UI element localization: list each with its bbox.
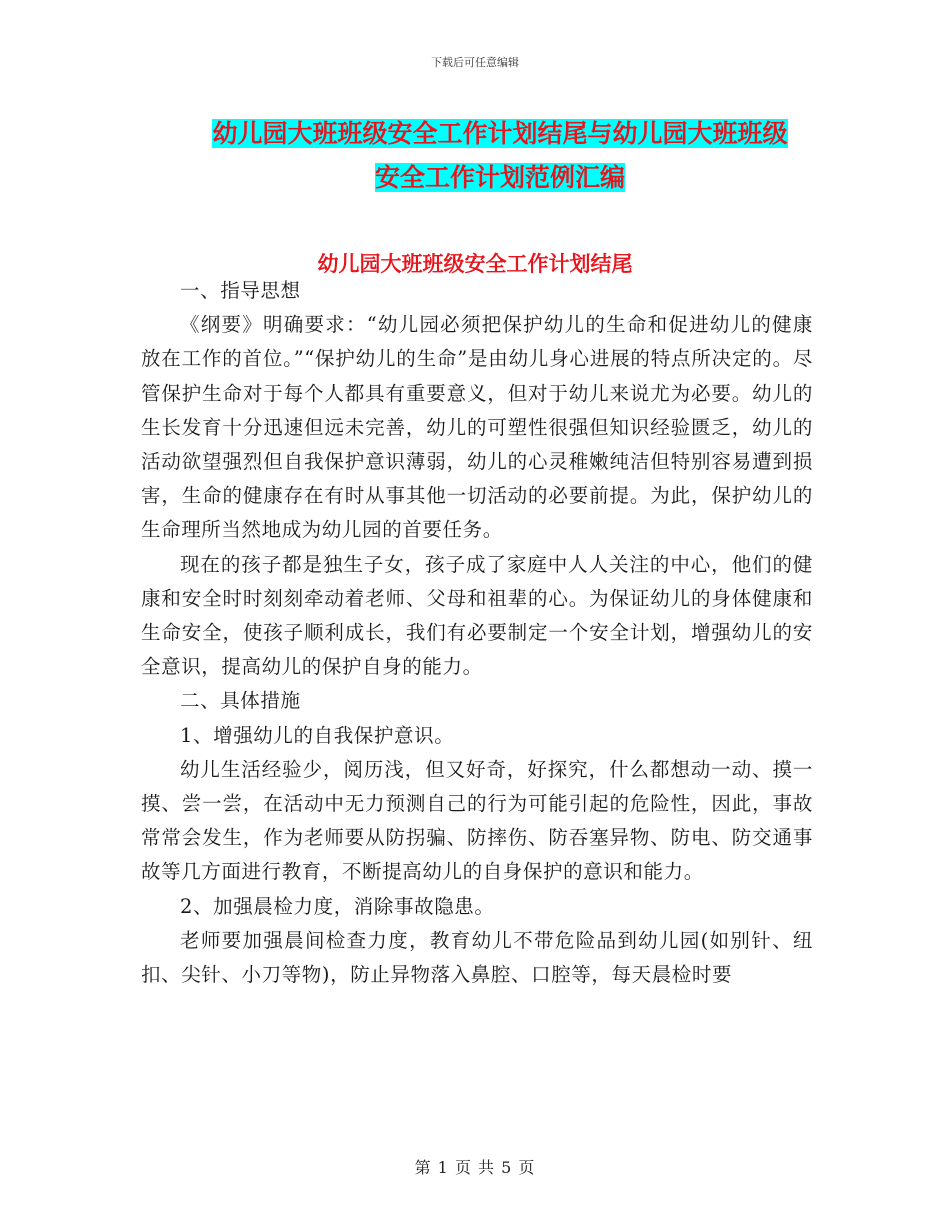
paragraph: 现在的孩子都是独生子女，孩子成了家庭中人人关注的中心，他们的健康和安全时时刻刻牵动着老师、父母和祖辈的心。为保证幼儿的身体健康和生命安全，使孩子顺利成长，我们有必要制定一个安全计划，增强幼儿的安全意识，提高幼儿的保护自身的能力。: [141, 552, 813, 679]
document-title-line-2-text: 安全工作计划范例汇编: [374, 163, 625, 192]
paragraph-heading-measures: 二、具体措施: [180, 689, 301, 713]
paragraph: 《纲要》明确要求：“幼儿园必须把保护幼儿的生命和促进幼儿的健康放在工作的首位。”“保护幼儿的生命”是由幼儿身心进展的特点所决定的。尽管保护生命对于每个人都具有重要意义，但对于幼儿来说尤为必要。幼儿的生长发育十分迅速但远未完善，幼儿的可塑性很强但知识经验匮乏，幼儿的活动欲望强烈但自我保护意识薄弱，幼儿的心灵稚嫩纯洁但特别容易遭到损害，生命的健康存在有时从事其他一切活动的必要前提。为此，保护幼儿的生命理所当然地成为幼儿园的首要任务。: [141, 313, 813, 542]
header-note: 下载后可任意编辑: [431, 56, 519, 69]
document-title: [140, 112, 860, 200]
body-text: [141, 274, 813, 992]
page-footer: 第 1 页 共 5 页: [414, 1158, 536, 1177]
document-title-line-1: [140, 112, 860, 156]
paragraph-heading-guiding-ideology: 一、指导思想: [180, 279, 301, 302]
paragraph-subheading: 2、加强晨检力度，消除事故隐患。: [180, 894, 495, 918]
paragraph: 幼儿生活经验少，阅历浅，但又好奇，好探究，什么都想动一动、摸一摸、尝一尝，在活动中无力预测自己的行为可能引起的危险性，因此，事故常常会发生，作为老师要从防拐骗、防摔伤、防吞塞异物、防电、防交通事故等几方面进行教育，不断提高幼儿的自身保护的意识和能力。: [141, 757, 813, 884]
section-title: 幼儿园大班班级安全工作计划结尾: [317, 252, 633, 276]
document-title-line-2: [140, 156, 860, 200]
paragraph-subheading: 1、增强幼儿的自我保护意识。: [180, 723, 455, 747]
document-title-line-1-text: 幼儿园大班班级安全工作计划结尾与幼儿园大班班级: [212, 119, 788, 148]
paragraph: 老师要加强晨间检查力度，教育幼儿不带危险品到幼儿园(如别针、纽扣、尖针、小刀等物)，防止异物落入鼻腔、口腔等，每天晨检时要: [141, 928, 813, 987]
